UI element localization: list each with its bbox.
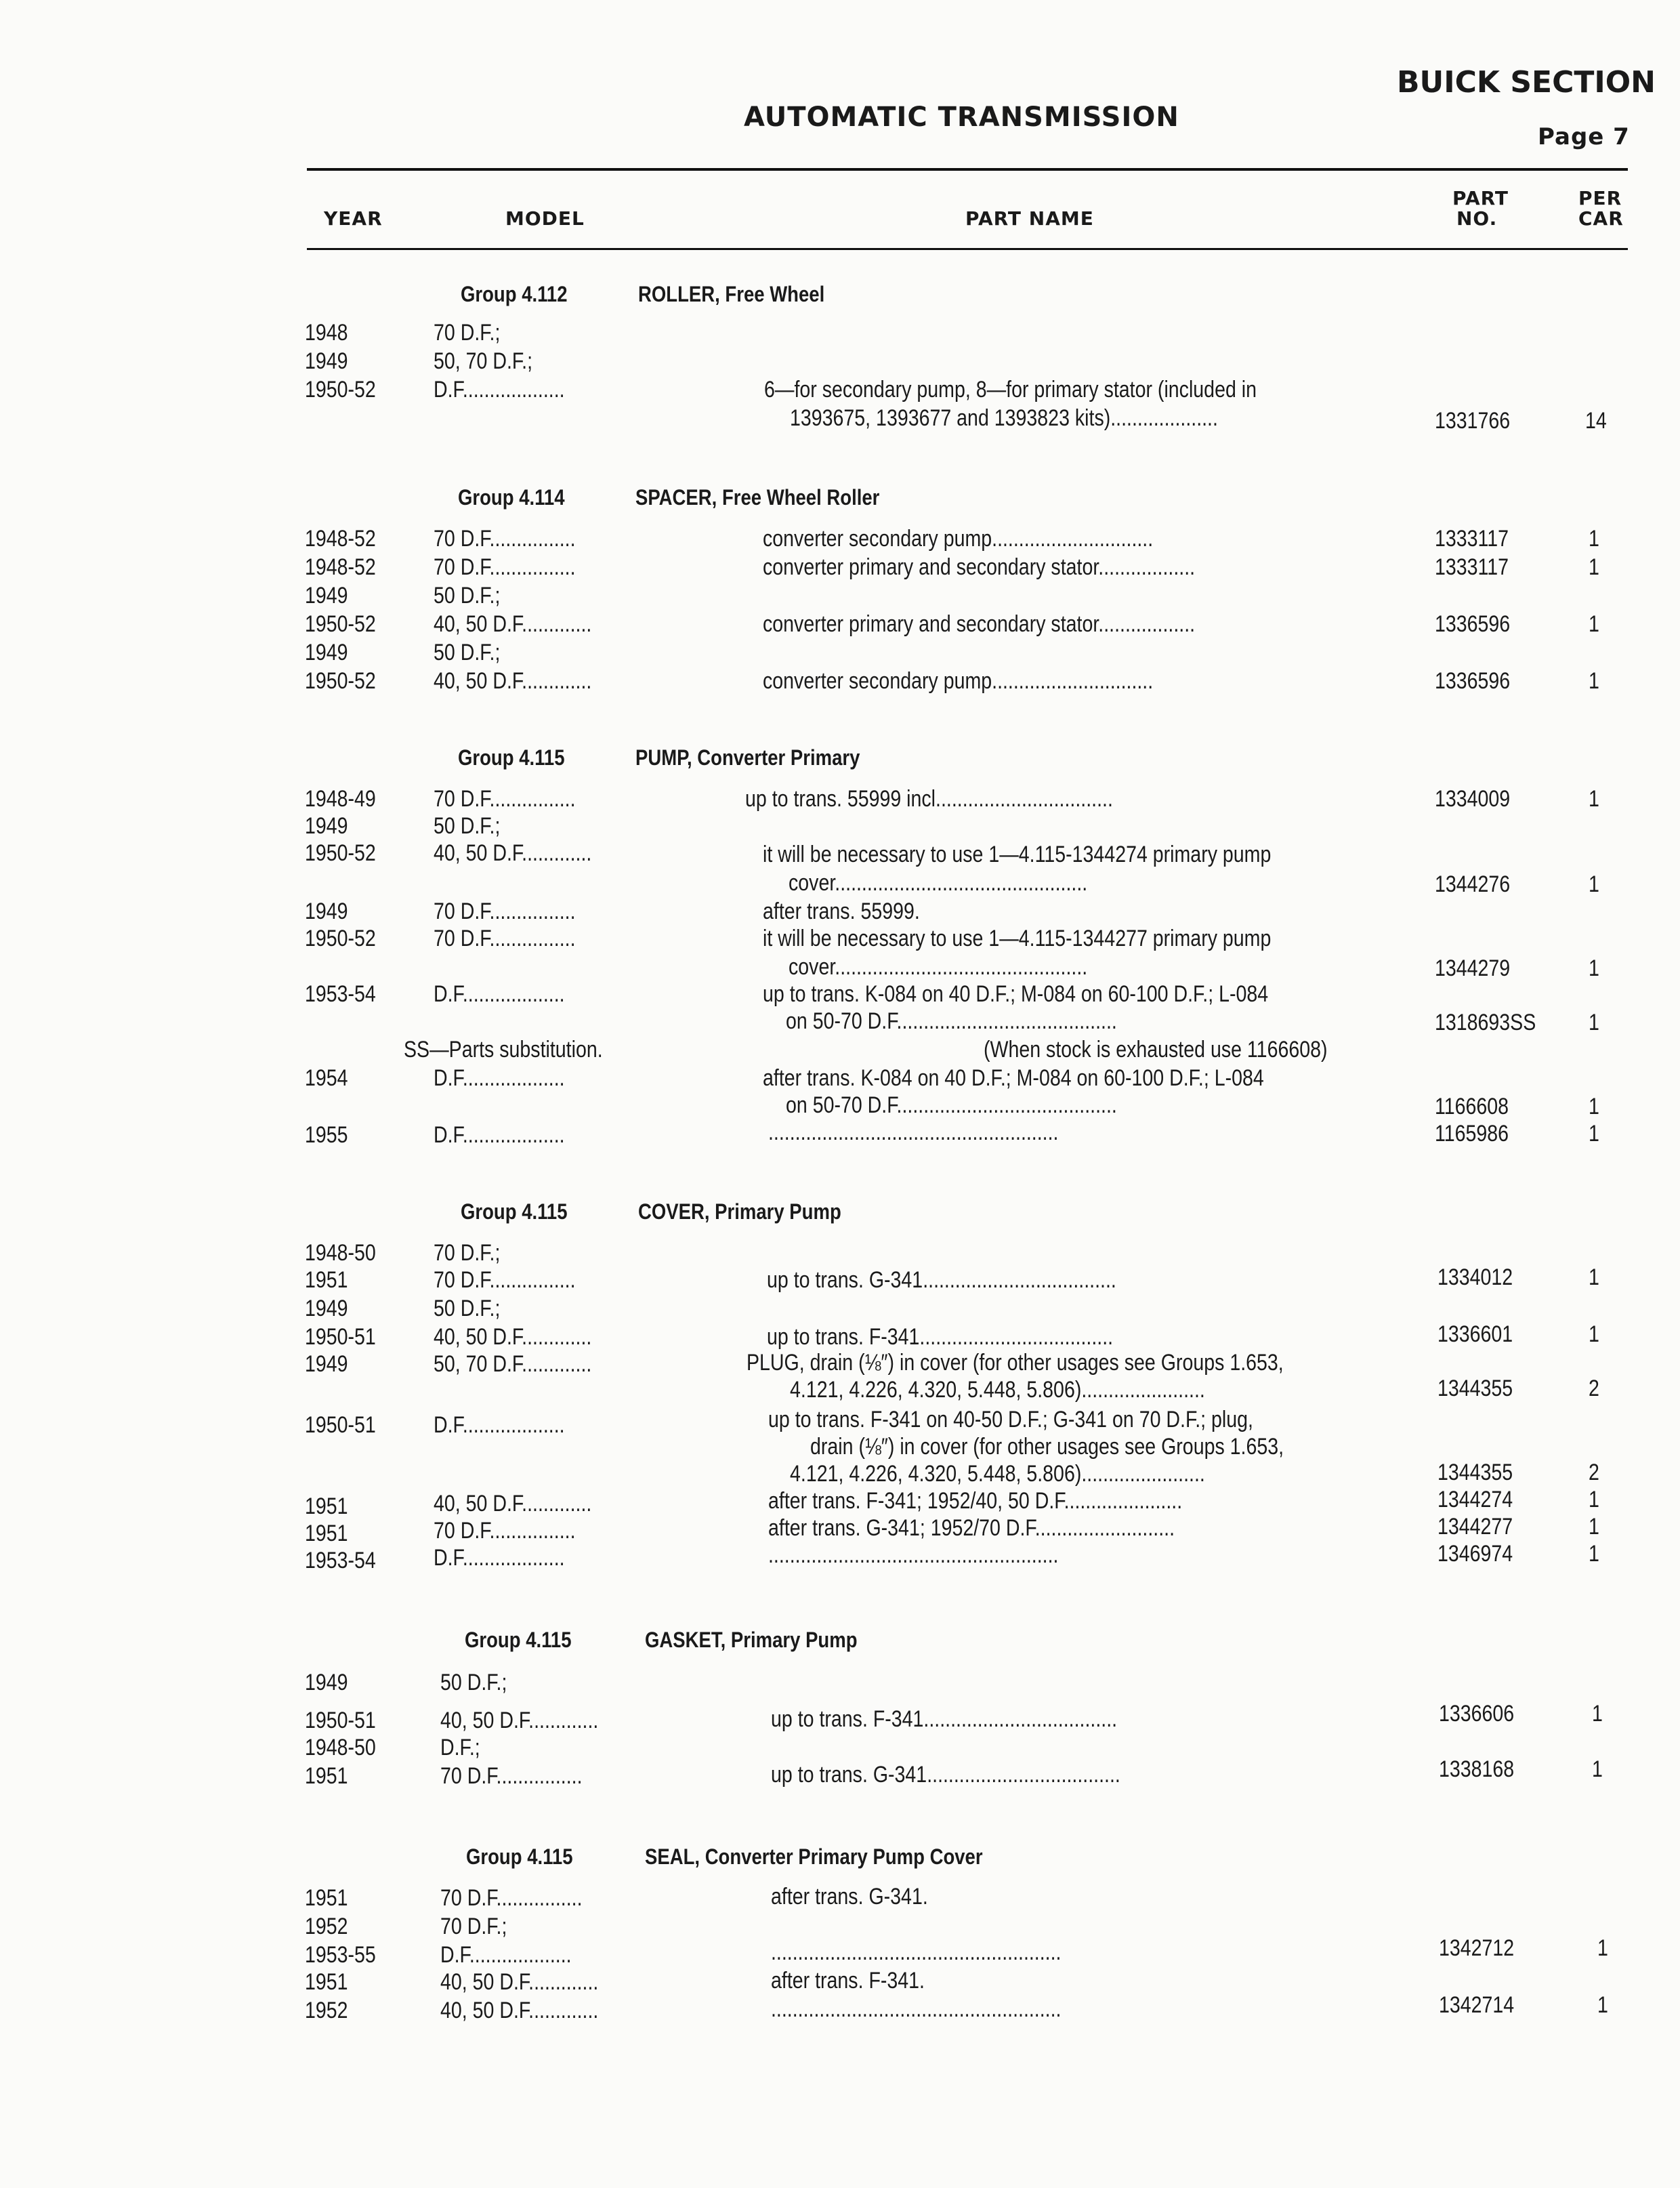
row-per-car: 1 — [1589, 1094, 1599, 1119]
row-description: on 50-70 D.F......................................... — [786, 1092, 1117, 1118]
row-year: 1949 — [305, 899, 348, 924]
row-year: 1950-52 — [305, 926, 376, 951]
row-part-number: 1344274 — [1437, 1487, 1513, 1512]
row-description: it will be necessary to use 1—4.115-1344274 primary pump — [763, 842, 1272, 867]
row-model: 70 D.F................ — [434, 926, 576, 951]
row-model: 70 D.F................ — [434, 554, 576, 580]
row-year: 1951 — [305, 1885, 348, 1911]
row-description: PLUG, drain (⅛″) in cover (for other usages see Groups 1.653, — [747, 1350, 1284, 1376]
row-per-car: 14 — [1585, 408, 1607, 434]
row-per-car: 1 — [1589, 955, 1599, 981]
row-model: 50 D.F.; — [434, 640, 501, 665]
page-title: AUTOMATIC TRANSMISSION — [744, 102, 1179, 133]
col-part-no-head-2: NO. — [1456, 207, 1498, 230]
row-year: 1953-55 — [305, 1942, 376, 1968]
row-description: up to trans. F-341 on 40-50 D.F.; G-341 on 70 D.F.; plug, — [768, 1407, 1253, 1432]
row-year: 1951 — [305, 1969, 348, 1995]
row-model: 50, 70 D.F.; — [434, 348, 533, 374]
row-part-number: 1344276 — [1435, 871, 1511, 897]
row-description: after trans. 55999. — [763, 899, 920, 924]
row-model: D.F................... — [434, 1065, 565, 1091]
stock-exhausted-note: (When stock is exhausted use 1166608) — [984, 1037, 1328, 1062]
row-model: 70 D.F................ — [434, 1267, 576, 1293]
row-description: 4.121, 4.226, 4.320, 5.448, 5.806)....................... — [790, 1377, 1205, 1403]
row-year: 1948 — [305, 320, 348, 346]
row-model: 40, 50 D.F............. — [440, 1969, 599, 1995]
row-description: ...................................................... — [768, 1542, 1059, 1568]
row-year: 1948-52 — [305, 554, 376, 580]
row-year: 1948-50 — [305, 1735, 376, 1760]
row-part-number: 1334012 — [1437, 1264, 1513, 1290]
row-model: 50 D.F.; — [434, 813, 501, 839]
row-part-number: 1342714 — [1439, 1992, 1515, 2018]
row-model: D.F................... — [440, 1942, 572, 1968]
row-description: up to trans. F-341.................................... — [767, 1324, 1114, 1350]
row-part-number: 1333117 — [1435, 526, 1509, 552]
page-number: Page 7 — [1538, 123, 1630, 150]
row-description: after trans. F-341. — [771, 1968, 925, 1994]
row-year: 1949 — [305, 1670, 348, 1695]
row-per-car: 1 — [1589, 668, 1599, 694]
row-description: converter primary and secondary stator.................. — [763, 611, 1196, 637]
row-year: 1949 — [305, 583, 348, 608]
parts-substitution-note: SS—Parts substitution. — [404, 1037, 603, 1062]
row-year: 1954 — [305, 1065, 348, 1091]
row-description: 6—for secondary pump, 8—for primary stator (included in — [764, 377, 1257, 402]
row-per-car: 1 — [1589, 1487, 1599, 1512]
row-year: 1949 — [305, 1296, 348, 1321]
row-per-car: 1 — [1592, 1756, 1603, 1782]
row-year: 1950-52 — [305, 611, 376, 637]
col-per-car-head-2: CAR — [1578, 207, 1624, 230]
group-title: ROLLER, Free Wheel — [638, 282, 825, 306]
row-model: 40, 50 D.F............. — [434, 1324, 592, 1350]
row-description: 4.121, 4.226, 4.320, 5.448, 5.806)....................... — [790, 1461, 1205, 1487]
group-title: SEAL, Converter Primary Pump Cover — [645, 1844, 983, 1869]
row-year: 1951 — [305, 1763, 348, 1789]
row-per-car: 1 — [1589, 1264, 1599, 1290]
row-year: 1950-52 — [305, 377, 376, 402]
row-year: 1952 — [305, 1914, 348, 1939]
row-model: D.F................... — [434, 981, 565, 1007]
row-year: 1948-50 — [305, 1240, 376, 1266]
header-bottom-rule — [307, 248, 1628, 250]
row-description: converter secondary pump.............................. — [763, 526, 1154, 552]
row-part-number: 1344277 — [1437, 1514, 1513, 1540]
row-year: 1953-54 — [305, 1548, 376, 1573]
row-year: 1951 — [305, 1267, 348, 1293]
row-per-car: 2 — [1589, 1376, 1599, 1401]
row-per-car: 1 — [1589, 1321, 1599, 1347]
row-part-number: 1342712 — [1439, 1935, 1515, 1961]
row-per-car: 1 — [1589, 1121, 1599, 1147]
row-year: 1948-49 — [305, 786, 376, 812]
row-description: it will be necessary to use 1—4.115-1344277 primary pump — [763, 926, 1272, 951]
row-description: up to trans. 55999 incl................................. — [745, 786, 1113, 812]
row-part-number: 1344355 — [1437, 1460, 1513, 1485]
row-part-number: 1336596 — [1435, 668, 1511, 694]
row-year: 1949 — [305, 1351, 348, 1377]
row-model: D.F................... — [434, 377, 565, 402]
row-part-number: 1166608 — [1435, 1094, 1509, 1119]
row-description: 1393675, 1393677 and 1393823 kits).................... — [790, 405, 1218, 431]
row-model: 70 D.F.; — [434, 1240, 501, 1266]
row-model: 40, 50 D.F............. — [434, 1491, 592, 1516]
row-description: up to trans. F-341.................................... — [771, 1706, 1118, 1732]
row-part-number: 1165986 — [1435, 1121, 1509, 1147]
col-model-head: MODEL — [505, 207, 585, 230]
row-per-car: 1 — [1597, 1992, 1608, 2018]
header-top-rule — [307, 168, 1628, 171]
row-description: ...................................................... — [771, 1996, 1062, 2022]
row-part-number: 1336606 — [1439, 1701, 1515, 1727]
group-number: Group 4.115 — [466, 1844, 573, 1869]
row-year: 1950-51 — [305, 1412, 376, 1438]
row-part-number: 1338168 — [1439, 1756, 1515, 1782]
row-description: converter primary and secondary stator.................. — [763, 554, 1196, 580]
row-year: 1950-52 — [305, 668, 376, 694]
row-per-car: 1 — [1589, 554, 1599, 580]
row-description: after trans. G-341. — [771, 1884, 928, 1910]
group-title: GASKET, Primary Pump — [645, 1628, 858, 1652]
row-model: D.F................... — [434, 1412, 565, 1438]
group-title: COVER, Primary Pump — [638, 1199, 841, 1224]
group-title: SPACER, Free Wheel Roller — [635, 485, 880, 510]
row-per-car: 2 — [1589, 1460, 1599, 1485]
row-model: 50 D.F.; — [434, 583, 501, 608]
row-part-number: 1336596 — [1435, 611, 1511, 637]
col-part-name-head: PART NAME — [965, 207, 1094, 230]
row-description: after trans. F-341; 1952/40, 50 D.F...................... — [768, 1488, 1183, 1514]
row-model: D.F................... — [434, 1545, 565, 1571]
row-model: 70 D.F.; — [440, 1914, 507, 1939]
group-title: PUMP, Converter Primary — [635, 745, 860, 770]
row-part-number: 1344279 — [1435, 955, 1511, 981]
row-year: 1948-52 — [305, 526, 376, 552]
row-per-car: 1 — [1589, 1541, 1599, 1567]
section-title: BUICK SECTION — [1397, 65, 1656, 100]
row-description: after trans. K-084 on 40 D.F.; M-084 on 60-100 D.F.; L-084 — [763, 1065, 1264, 1091]
row-description: up to trans. K-084 on 40 D.F.; M-084 on 60-100 D.F.; L-084 — [763, 981, 1269, 1007]
row-model: 70 D.F................ — [434, 526, 576, 552]
row-year: 1951 — [305, 1493, 348, 1519]
group-number: Group 4.115 — [461, 1199, 568, 1224]
row-year: 1951 — [305, 1521, 348, 1546]
row-description: up to trans. G-341.................................... — [767, 1267, 1116, 1293]
row-per-car: 1 — [1589, 786, 1599, 812]
row-model: 40, 50 D.F............. — [440, 1708, 599, 1733]
row-part-number: 1331766 — [1435, 408, 1511, 434]
col-per-car-head-1: PER — [1578, 187, 1622, 209]
row-description: ...................................................... — [771, 1939, 1062, 1965]
row-part-number: 1344355 — [1437, 1376, 1513, 1401]
row-model: 40, 50 D.F............. — [434, 611, 592, 637]
col-year-head: YEAR — [324, 207, 383, 230]
row-description: on 50-70 D.F......................................... — [786, 1008, 1117, 1034]
row-per-car: 1 — [1589, 1514, 1599, 1540]
row-description: cover............................................... — [789, 870, 1088, 896]
row-description: drain (⅛″) in cover (for other usages see Groups 1.653, — [810, 1434, 1284, 1460]
row-year: 1949 — [305, 348, 348, 374]
row-per-car: 1 — [1589, 526, 1599, 552]
row-per-car: 1 — [1589, 871, 1599, 897]
row-part-number: 1336601 — [1437, 1321, 1513, 1347]
row-year: 1950-52 — [305, 840, 376, 866]
row-model: D.F................... — [434, 1122, 565, 1148]
row-model: 40, 50 D.F............. — [434, 840, 592, 866]
row-year: 1952 — [305, 1998, 348, 2023]
row-per-car: 1 — [1592, 1701, 1603, 1727]
row-model: 40, 50 D.F............. — [434, 668, 592, 694]
row-year: 1950-51 — [305, 1324, 376, 1350]
row-part-number: 1333117 — [1435, 554, 1509, 580]
row-model: 70 D.F.; — [434, 320, 501, 346]
row-description: ...................................................... — [768, 1119, 1059, 1145]
row-year: 1949 — [305, 640, 348, 665]
row-per-car: 1 — [1589, 1010, 1599, 1035]
group-number: Group 4.112 — [461, 282, 568, 306]
col-part-no-head-1: PART — [1452, 187, 1509, 209]
row-model: 70 D.F................ — [434, 899, 576, 924]
row-year: 1950-51 — [305, 1708, 376, 1733]
row-year: 1953-54 — [305, 981, 376, 1007]
row-description: cover............................................... — [789, 954, 1088, 980]
row-model: 70 D.F................ — [434, 1518, 576, 1544]
row-description: after trans. G-341; 1952/70 D.F.......................... — [768, 1515, 1175, 1541]
row-description: converter secondary pump.............................. — [763, 668, 1154, 694]
row-year: 1949 — [305, 813, 348, 839]
row-model: D.F.; — [440, 1735, 480, 1760]
group-number: Group 4.114 — [458, 485, 565, 510]
row-model: 50 D.F.; — [434, 1296, 501, 1321]
row-per-car: 1 — [1589, 611, 1599, 637]
row-model: 50, 70 D.F............. — [434, 1351, 592, 1377]
row-model: 50 D.F.; — [440, 1670, 507, 1695]
row-model: 70 D.F................ — [440, 1885, 583, 1911]
group-number: Group 4.115 — [458, 745, 565, 770]
row-part-number: 1318693SS — [1435, 1010, 1536, 1035]
row-description: up to trans. G-341.................................... — [771, 1762, 1120, 1788]
row-year: 1955 — [305, 1122, 348, 1148]
row-model: 70 D.F................ — [434, 786, 576, 812]
row-part-number: 1334009 — [1435, 786, 1511, 812]
group-number: Group 4.115 — [465, 1628, 572, 1652]
row-model: 40, 50 D.F............. — [440, 1998, 599, 2023]
row-per-car: 1 — [1597, 1935, 1608, 1961]
row-part-number: 1346974 — [1437, 1541, 1513, 1567]
row-model: 70 D.F................ — [440, 1763, 583, 1789]
